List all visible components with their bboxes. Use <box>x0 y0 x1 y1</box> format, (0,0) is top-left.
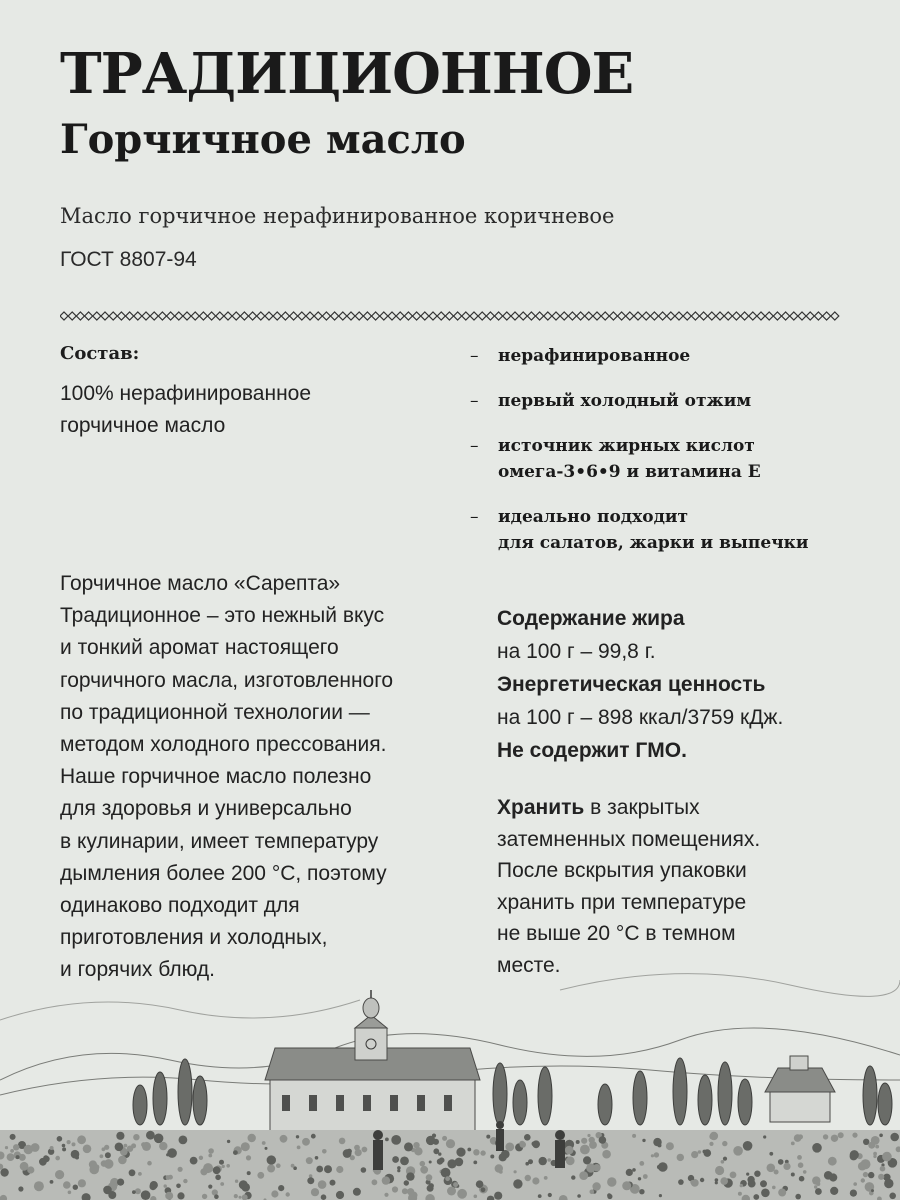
church-building <box>265 990 480 1135</box>
product-subtitle: Горчичное масло <box>60 116 466 163</box>
farmhouse <box>765 1056 835 1122</box>
storage-text: в закрытых <box>584 796 700 819</box>
nutrition-block <box>497 602 887 767</box>
dash-bullet: – <box>470 391 479 411</box>
energy-value: на 100 г – 898 ккал/3759 кДж. <box>497 706 784 729</box>
composition-text: 100% нерафинированное горчичное масло <box>60 382 312 437</box>
gmo-note: Не содержит ГМО. <box>497 739 687 762</box>
feature-item <box>470 343 890 369</box>
storage-label: Хранить <box>497 796 585 819</box>
product-description: Масло горчичное нерафинированное коричневое <box>60 204 615 228</box>
gost-standard: ГОСТ 8807-94 <box>60 248 197 271</box>
storage-line-3: После вскрытия упаковки <box>497 859 747 882</box>
feature-list <box>470 343 890 575</box>
feature-text: первый холодный отжим <box>498 391 752 411</box>
feature-text: источник жирных кислот омега-3•6•9 и витамина Е <box>498 436 761 482</box>
storage-line-2: затемненных помещениях. <box>497 827 761 851</box>
fat-value: на 100 г – 99,8 г. <box>497 640 656 663</box>
product-story: Горчичное масло «Сарепта» Традиционное – это нежный вкус и тонкий аромат настоящего горчичного масла, изготовленного по традиционной технологии — методом холодного прессования. Наше горчичное масло полезно для здоровья и универсально в кулинарии, имеет температуру дымления более 200 °С, поэтому одинаково подходит для приготовления и холодных, и горячих блюд. <box>60 572 394 982</box>
fat-label: Содержание жира <box>497 607 685 630</box>
energy-label: Энергетическая ценность <box>497 673 766 696</box>
composition-label: Состав: <box>60 343 140 364</box>
farm-landscape-illustration <box>0 930 900 1200</box>
feature-item <box>470 504 890 556</box>
dash-bullet: – <box>470 507 479 527</box>
storage-line-6: месте. <box>497 953 561 977</box>
dash-bullet: – <box>470 346 479 366</box>
ornamental-divider <box>60 308 840 324</box>
feature-text: идеально подходит для салатов, жарки и выпечки <box>498 507 809 553</box>
feature-item <box>470 388 890 414</box>
product-title: ТРАДИЦИОННОЕ <box>60 41 634 107</box>
storage-line-4: хранить при температуре <box>497 890 747 914</box>
storage-line-1 <box>497 792 887 824</box>
feature-text: нерафинированное <box>498 346 691 366</box>
dash-bullet: – <box>470 436 479 456</box>
feature-item <box>470 433 890 485</box>
storage-line-5: не выше 20 °С в темном <box>497 922 736 945</box>
crop-field <box>0 1130 900 1200</box>
